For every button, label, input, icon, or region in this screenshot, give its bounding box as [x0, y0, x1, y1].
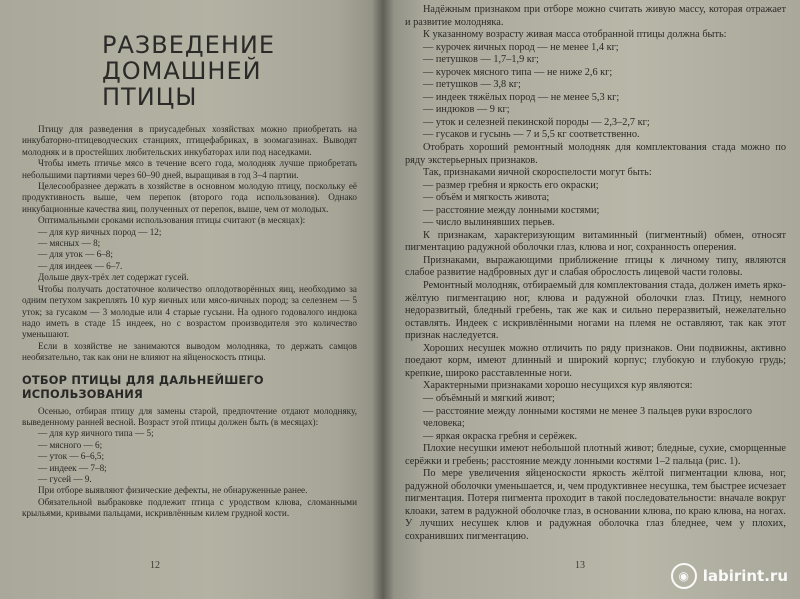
list-item: — для кур яичного типа — 5;: [38, 428, 154, 439]
paragraph: Дольше двух-трёх лет содержат гусей.: [38, 272, 189, 283]
list-item: — размер гребня и яркость его окраски;: [423, 179, 599, 191]
list-item: — петушков — 1,7–1,9 кг;: [423, 54, 539, 66]
paragraph: Ремонтный молодняк, отбираемый для комплектования стада, должен иметь ярко-жёлтую пигментацию ног, клюва и радужной оболочки глаз. Птицу, немного недоразвитый, бледный гребень, так же как и сильно переразвитый, нежелательно оставлять. Индеек с искривлёнными ногами на племя не оставляют, так как этот признак наследуется.: [405, 280, 786, 342]
list-item: — число вылинявших перьев.: [423, 217, 555, 229]
list-item: — индеек — 7–8;: [38, 462, 107, 473]
paragraph: Обязательной выбраковке подлежит птица с уродством клюва, сломанными крыльями, кривыми пальцами, искривлённым килем грудной кости.: [22, 496, 357, 519]
paragraph: Характерными признаками хорошо несущихся кур являются:: [423, 380, 693, 392]
watermark-text: labirint.ru: [702, 567, 788, 585]
paragraph: Если в хозяйстве не занимаются выводом молодняка, то держать самцов необязательно, так как они не влияют на яйценоскость птицы.: [22, 340, 357, 363]
paragraph: Птицу для разведения в приусадебных хозяйствах можно приобретать на инкубаторно-птицеводческих станциях, птицефабриках, в зоомагазинах. Выводят молодняк и в простейших любительских инкубаторах или под наседками.: [22, 124, 357, 157]
paragraph: Осенью, отбирая птицу для замены старой, предпочтение отдают молодняку, выведенному ранней весной. Возраст этой птицы должен быть (в месяцах):: [22, 405, 357, 427]
paragraph: Отобрать хороший ремонтный молодняк для комплектования стада можно по ряду экстерьерных признаков.: [405, 142, 786, 166]
book-spine-shadow: [372, 0, 394, 599]
list-item: — уток и селезней пекинской породы — 2,3–2,7 кг;: [423, 116, 650, 128]
chapter-title-line-2: ДОМАШНЕЙ ПТИЦЫ: [102, 57, 262, 111]
paragraph: Так, признаками яичной скороспелости могут быть:: [423, 167, 652, 179]
list-item: — петушков — 3,8 кг;: [423, 79, 521, 91]
list-item: — яркая окраска гребня и серёжек.: [423, 430, 578, 442]
right-page: [383, 0, 800, 599]
paragraph: К указанному возрасту живая масса отобранной птицы должна быть:: [423, 29, 727, 41]
list-item: — объём и мягкость живота;: [423, 192, 550, 204]
paragraph: Чтобы получать достаточное количество оплодотворённых яиц, необходимо за одним петухом закреплять 10 кур яичных или мясо-яичных пород; за селезнем — 5 уток; за гусаком — 3 молодые или 4 старые гусыни. На одного годовалого индюка надо иметь в стаде 15 индеек, но с возрастом производителя это количество уменьшают.: [22, 283, 357, 340]
chapter-title: [102, 32, 357, 110]
list-item: — уток — 6–6,5;: [38, 451, 105, 462]
list-item: — курочек мясного типа — не ниже 2,6 кг;: [423, 66, 613, 78]
paragraph: Хороших несушек можно отличить по ряду признаков. Они подвижны, активно поедают корм, имеют длинный и широкий корпус; глубокую и глубокую грудь; крепкие, широко расставленные ноги.: [405, 342, 786, 379]
camera-icon: ◉: [671, 563, 697, 589]
paragraph: К признакам, характеризующим витаминный (пигментный) обмен, относят пигментацию радужной оболочки глаз, клюва и ног, сохранность оперения.: [405, 229, 786, 254]
list-item: — гусей — 9.: [38, 473, 92, 484]
list-item: — индеек тяжёлых пород — не менее 5,3 кг;: [423, 91, 620, 103]
list-item: — для уток — 6–8;: [38, 249, 113, 260]
paragraph: Чтобы иметь птичье мясо в течение всего года, молодняк лучше приобретать небольшими партиями через 60–90 дней, выращивая в год 3–4 партии.: [22, 158, 357, 180]
paragraph: Оптимальными сроками использования птицы считают (в месяцах):: [38, 215, 306, 226]
paragraph: Надёжным признаком при отборе можно считать живую массу, которая отражает и развитие молодняка.: [405, 4, 786, 28]
left-page: [0, 0, 383, 599]
paragraph: Целесообразнее держать в хозяйстве в основном молодую птицу, поскольку её продуктивность выше, чем перепок (второго года использования). Однако инкубационные качества яиц, полученных от перепок, выше, чем от молодых.: [22, 181, 357, 214]
list-item: — объёмный и мягкий живот;: [423, 392, 555, 404]
paragraph: Плохие несушки имеют небольшой плотный живот; бледные, сухие, сморщенные серёжки и гребень; расстояние между лонными костями 1–2 пальца (рис. 1).: [405, 443, 786, 467]
list-item: — мясных — 8;: [38, 238, 101, 249]
page-number-left: 12: [150, 560, 160, 571]
paragraph: По мере увеличения яйценоскости яркость жёлтой пигментации клюва, ног, радужной оболочки уменьшается, и, чем продуктивнее несушка, тем быстрее исчезает пигментация. Потеря пигмента проходит в такой последовательности: вначале вокруг клоаки, затем в радужной оболочке глаз, в основании клюва, по краю клюва, на ногах. У лучших несушек клюв и радужная оболочка глаз бледнее, чем у плохих, сохранивших пигментацию.: [405, 468, 786, 542]
list-item: — расстояние между лонными костями;: [423, 204, 600, 216]
list-item: — для кур яичных пород — 12;: [38, 226, 162, 237]
paragraph: При отборе выявляют физические дефекты, не обнаруженные ранее.: [38, 485, 308, 496]
paragraph: Признаками, выражающими приближение птицы к личному типу, являются слабое развитие надбровных дуг и слабая оброслость лицевой части головы.: [405, 254, 786, 279]
chapter-title-line-1: РАЗВЕДЕНИЕ: [102, 31, 275, 59]
list-item: — индюков — 9 кг;: [423, 104, 510, 116]
list-item: — курочек яичных пород — не менее 1,4 кг;: [423, 41, 619, 53]
list-item: — для индеек — 6–7.: [38, 260, 123, 271]
list-item: — расстояние между лонными костями не менее 3 пальцев руки взрослого человека;: [423, 405, 753, 430]
list-item: — гусаков и гусынь — 7 и 5,5 кг соответственно.: [423, 129, 640, 141]
section-heading: ОТБОР ПТИЦЫ ДЛЯ ДАЛЬНЕЙШЕГО ИСПОЛЬЗОВАНИЯ: [22, 372, 264, 401]
watermark: [671, 563, 788, 589]
page-number-right: 13: [575, 560, 585, 571]
list-item: — мясного — 6;: [38, 439, 103, 450]
